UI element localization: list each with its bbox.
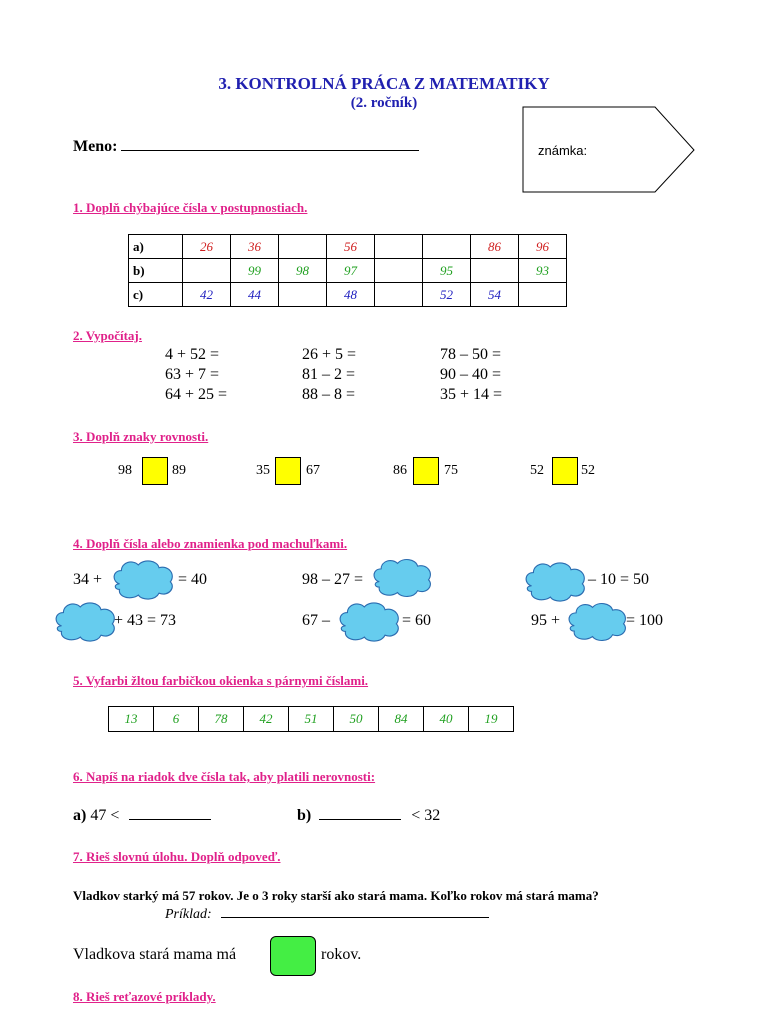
compare-right: 89 [172, 463, 186, 478]
grade-label: známka: [538, 143, 588, 158]
cloud-icon[interactable] [567, 600, 629, 644]
inequality-b [297, 807, 440, 825]
sequence-cell[interactable]: 54 [471, 283, 519, 307]
sequence-cell[interactable]: 97 [327, 259, 375, 283]
calc-item: 88 – 8 = [302, 386, 356, 403]
task5-heading: 5. Vyfarbi žltou farbičkou okienka s párnymi číslami. [73, 673, 369, 688]
sequence-cell[interactable]: 86 [471, 235, 519, 259]
compare-right: 52 [581, 463, 595, 478]
sequence-cell[interactable]: 93 [519, 259, 567, 283]
calc-item: 35 + 14 = [440, 386, 503, 403]
compare-box[interactable] [275, 457, 301, 485]
answer-box[interactable] [270, 936, 316, 976]
inequality-a-field[interactable] [129, 819, 211, 820]
name-label: Meno: [73, 138, 118, 155]
inequality-b-field[interactable] [319, 819, 401, 820]
equation-2-left: 98 – 27 = [302, 571, 364, 588]
compare-box[interactable] [142, 457, 168, 485]
row-label: a) [129, 235, 183, 259]
parity-cell[interactable]: 50 [334, 707, 379, 732]
parity-cell[interactable]: 78 [199, 707, 244, 732]
equation-5-right: = 60 [402, 612, 432, 629]
parity-cell[interactable]: 40 [424, 707, 469, 732]
equation-1-left: 34 + [73, 571, 103, 588]
cloud-icon[interactable] [338, 600, 402, 644]
cloud-icon[interactable] [54, 600, 118, 644]
cloud-icon[interactable] [372, 556, 434, 600]
sequence-cell[interactable]: 26 [183, 235, 231, 259]
inequality-b-text: < 32 [411, 807, 441, 824]
sequence-cell[interactable] [375, 235, 423, 259]
cloud-icon[interactable] [524, 560, 588, 604]
page-title: 3. KONTROLNÁ PRÁCA Z MATEMATIKY [218, 74, 550, 93]
name-row [73, 138, 419, 156]
sequence-cell[interactable]: 95 [423, 259, 471, 283]
calc-item: 4 + 52 = [165, 346, 220, 363]
sequence-cell[interactable]: 98 [279, 259, 327, 283]
parity-cell[interactable]: 42 [244, 707, 289, 732]
compare-box[interactable] [552, 457, 578, 485]
sequence-cell[interactable] [375, 259, 423, 283]
inequality-a-label: a) [73, 807, 87, 824]
word-problem: Vladkov starký má 57 rokov. Je o 3 roky starší ako stará mama. Koľko rokov má stará mama? [73, 888, 599, 903]
equation-6-right: = 100 [626, 612, 664, 629]
page-subtitle: (2. ročník) [350, 95, 418, 111]
row-label: b) [129, 259, 183, 283]
parity-cell[interactable]: 51 [289, 707, 334, 732]
calc-item: 64 + 25 = [165, 386, 228, 403]
sequence-cell[interactable]: 48 [327, 283, 375, 307]
sequence-table [128, 234, 567, 307]
answer-right: rokov. [321, 946, 362, 963]
calc-item: 63 + 7 = [165, 366, 220, 383]
parity-cell[interactable]: 13 [109, 707, 154, 732]
task3-heading: 3. Doplň znaky rovnosti. [73, 429, 209, 444]
priklad-row [165, 907, 489, 923]
sequence-cell[interactable] [375, 283, 423, 307]
sequence-row-b [129, 259, 567, 283]
sequence-cell[interactable] [279, 235, 327, 259]
parity-cell[interactable]: 19 [469, 707, 514, 732]
sequence-cell[interactable] [183, 259, 231, 283]
compare-right: 75 [444, 463, 458, 478]
name-field[interactable] [121, 150, 419, 151]
row-label: c) [129, 283, 183, 307]
calc-column-2 [302, 345, 356, 405]
sequence-cell[interactable]: 99 [231, 259, 279, 283]
calc-item: 26 + 5 = [302, 346, 357, 363]
inequality-b-label: b) [297, 807, 312, 824]
sequence-cell[interactable]: 52 [423, 283, 471, 307]
calc-item: 78 – 50 = [440, 346, 502, 363]
compare-box[interactable] [413, 457, 439, 485]
task4-heading: 4. Doplň čísla alebo znamienka pod machuľkami. [73, 536, 348, 551]
parity-cell[interactable]: 84 [379, 707, 424, 732]
inequality-a-text: 47 < [90, 807, 120, 824]
sequence-cell[interactable]: 44 [231, 283, 279, 307]
compare-left: 52 [530, 463, 544, 478]
answer-left: Vladkova stará mama má [73, 946, 237, 963]
task1-heading: 1. Doplň chýbajúce čísla v postupnostiach. [73, 200, 308, 215]
calc-column-1 [165, 345, 227, 405]
cloud-icon[interactable] [112, 558, 176, 602]
priklad-label: Príklad: [165, 907, 212, 922]
task8-heading: 8. Rieš reťazové príklady. [73, 989, 216, 1004]
sequence-row-c [129, 283, 567, 307]
equation-3-right: – 10 = 50 [588, 571, 650, 588]
inequality-a [73, 807, 211, 825]
task7-heading: 7. Rieš slovnú úlohu. Doplň odpoveď. [73, 849, 281, 864]
compare-left: 35 [256, 463, 270, 478]
compare-left: 98 [118, 463, 132, 478]
task6-heading: 6. Napíš na riadok dve čísla tak, aby platili nerovnosti: [73, 769, 376, 784]
compare-left: 86 [393, 463, 407, 478]
equation-1-right: = 40 [178, 571, 208, 588]
parity-cell[interactable]: 6 [154, 707, 199, 732]
sequence-row-a [129, 235, 567, 259]
task2-heading: 2. Vypočítaj. [73, 328, 142, 343]
priklad-field[interactable] [221, 917, 489, 918]
sequence-cell[interactable] [471, 259, 519, 283]
sequence-cell[interactable]: 42 [183, 283, 231, 307]
sequence-cell[interactable] [279, 283, 327, 307]
sequence-cell[interactable]: 96 [519, 235, 567, 259]
equation-5-left: 67 – [302, 612, 330, 629]
equation-4-right: + 43 = 73 [114, 612, 177, 629]
sequence-cell[interactable]: 56 [327, 235, 375, 259]
calc-item: 81 – 2 = [302, 366, 356, 383]
calc-column-3 [440, 345, 502, 405]
parity-table [108, 706, 514, 732]
compare-right: 67 [306, 463, 320, 478]
sequence-cell[interactable]: 36 [231, 235, 279, 259]
sequence-cell[interactable] [519, 283, 567, 307]
equation-6-left: 95 + [531, 612, 561, 629]
sequence-cell[interactable] [423, 235, 471, 259]
calc-item: 90 – 40 = [440, 366, 502, 383]
